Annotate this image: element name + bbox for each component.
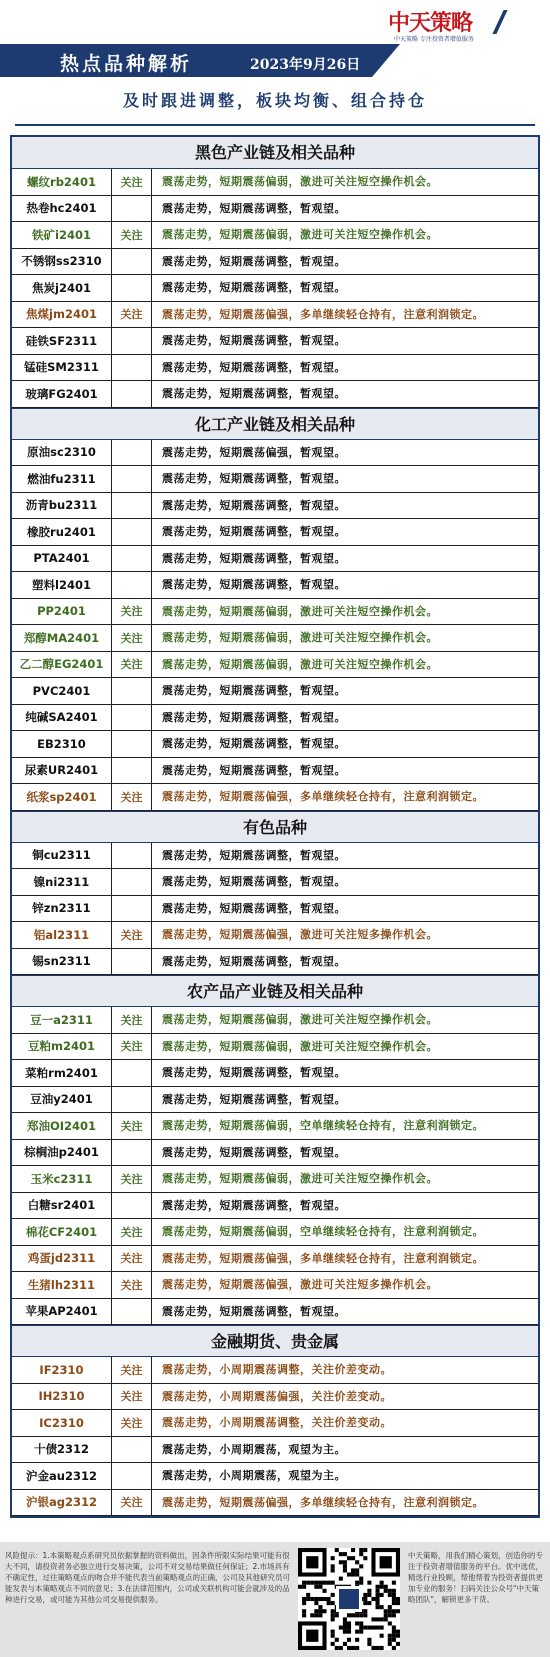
contract-name: IC2310	[12, 1410, 112, 1436]
table-row	[12, 1437, 538, 1464]
focus-flag	[112, 355, 152, 381]
section	[12, 137, 538, 408]
contract-name: 橡胶ru2401	[12, 519, 112, 545]
analysis-comment: 震荡走势，短期震荡调整，暂观望。	[162, 1304, 346, 1318]
promo-text: 中天策略，用我们精心策划，创造你的专注于投资者增值服务的平台。优中选优，精选行业投顾，帮他帮着为投资者提供更加专业的服务！扫码关注公众号"中天策略团队"，解锁更多干货。	[408, 1551, 543, 1604]
report-title: 热点品种解析	[60, 53, 193, 75]
analysis-comment: 震荡走势，短期震荡调整，暂观望。	[162, 1066, 346, 1080]
focus-flag	[112, 328, 152, 354]
contract-name: PVC2401	[12, 678, 112, 704]
contract-name: 苹果AP2401	[12, 1299, 112, 1325]
contract-name: IH2310	[12, 1384, 112, 1410]
contract-name: 沥青bu2311	[12, 493, 112, 519]
table-row	[12, 678, 538, 705]
table-row	[12, 1463, 538, 1490]
analysis-comment: 震荡走势，短期震荡偏强，激进可关注短多操作机会。	[162, 1278, 438, 1292]
contract-name: 原油sc2310	[12, 440, 112, 466]
analysis-comment: 震荡走势，短期震荡偏弱，激进可关注短空操作机会。	[162, 657, 438, 671]
contract-name: PTA2401	[12, 546, 112, 572]
contract-name: 鸡蛋jd2311	[12, 1246, 112, 1272]
table-row	[12, 731, 538, 758]
focus-flag	[112, 896, 152, 922]
table-row	[12, 843, 538, 870]
table-row	[12, 705, 538, 732]
analysis-comment: 震荡走势，短期震荡偏强，激进可关注短多操作机会。	[162, 928, 438, 942]
contract-name: 白糖sr2401	[12, 1193, 112, 1219]
table-row	[12, 652, 538, 679]
analysis-comment: 震荡走势，短期震荡偏弱，激进可关注短空操作机会。	[162, 228, 438, 242]
contract-name: 铝al2311	[12, 922, 112, 948]
table-row	[12, 440, 538, 467]
focus-flag: 关注	[112, 302, 152, 328]
table-row	[12, 1219, 538, 1246]
focus-flag	[112, 572, 152, 598]
analysis-comment: 震荡走势，短期震荡调整，暂观望。	[162, 551, 346, 565]
contract-name: 锰硅SM2311	[12, 355, 112, 381]
contract-name: 菜粕rm2401	[12, 1060, 112, 1086]
analysis-comment: 震荡走势，短期震荡调整，暂观望。	[162, 387, 346, 401]
contract-name: EB2310	[12, 731, 112, 757]
table-row	[12, 758, 538, 785]
focus-flag: 关注	[112, 1272, 152, 1298]
focus-flag	[112, 731, 152, 757]
analysis-comment: 震荡走势，短期震荡调整，暂观望。	[162, 498, 346, 512]
contract-name: 十债2312	[12, 1437, 112, 1463]
analysis-comment: 震荡走势，短期震荡调整，暂观望。	[162, 360, 346, 374]
focus-flag	[112, 493, 152, 519]
focus-flag	[112, 1140, 152, 1166]
analysis-comment: 震荡走势，短期震荡调整，暂观望。	[162, 848, 346, 862]
table-row	[12, 328, 538, 355]
focus-flag: 关注	[112, 652, 152, 678]
table-row	[12, 222, 538, 249]
contract-name: 锡sn2311	[12, 949, 112, 975]
analysis-comment: 震荡走势，短期震荡偏弱，空单继续轻仓持有，注意利润锁定。	[162, 1119, 484, 1133]
table-row	[12, 275, 538, 302]
contract-name: 热卷hc2401	[12, 196, 112, 222]
contract-name: PP2401	[12, 599, 112, 625]
contract-name: 玉米c2311	[12, 1166, 112, 1192]
table-row	[12, 302, 538, 329]
contract-name: 不锈钢ss2310	[12, 249, 112, 275]
logo-text: 中天策略	[388, 11, 473, 36]
logo-subtitle: 中天策略 专注投资者增值服务	[394, 36, 474, 43]
focus-flag	[112, 843, 152, 869]
focus-flag	[112, 1437, 152, 1463]
contract-name: 纸浆sp2401	[12, 784, 112, 810]
analysis-comment: 震荡走势，短期震荡偏弱，空单继续轻仓持有，注意利润锁定。	[162, 1225, 484, 1239]
analysis-comment: 震荡走势，短期震荡偏弱，激进可关注短空操作机会。	[162, 175, 438, 189]
table-row	[12, 1193, 538, 1220]
section	[12, 1325, 538, 1516]
focus-flag: 关注	[112, 1007, 152, 1033]
focus-flag	[112, 1299, 152, 1325]
analysis-comment: 震荡走势，短期震荡调整，暂观望。	[162, 281, 346, 295]
contract-name: 郑醇MA2401	[12, 625, 112, 651]
focus-flag: 关注	[112, 1113, 152, 1139]
table-row	[12, 1410, 538, 1437]
focus-flag	[112, 546, 152, 572]
section	[12, 975, 538, 1325]
table-row	[12, 1087, 538, 1114]
focus-flag	[112, 949, 152, 975]
contract-name: 豆粕m2401	[12, 1034, 112, 1060]
analysis-comment: 震荡走势，短期震荡偏弱，激进可关注短空操作机会。	[162, 631, 438, 645]
table-row	[12, 519, 538, 546]
focus-flag	[112, 678, 152, 704]
contract-name: 沪银ag2312	[12, 1490, 112, 1516]
table-row	[12, 1299, 538, 1326]
analysis-comment: 震荡走势，小周期震荡，观望为主。	[162, 1442, 346, 1456]
contract-name: 生猪lh2311	[12, 1272, 112, 1298]
focus-flag	[112, 196, 152, 222]
table-row	[12, 869, 538, 896]
table-row	[12, 949, 538, 976]
contract-name: 铁矿i2401	[12, 222, 112, 248]
table-row	[12, 599, 538, 626]
table-row	[12, 784, 538, 811]
table-row	[12, 466, 538, 493]
contract-name: 纯碱SA2401	[12, 705, 112, 731]
contract-name: 燃油fu2311	[12, 466, 112, 492]
contract-name: 郑油OI2401	[12, 1113, 112, 1139]
section-title: 有色品种	[12, 811, 538, 843]
contract-name: 硅铁SF2311	[12, 328, 112, 354]
focus-flag: 关注	[112, 1219, 152, 1245]
section	[12, 408, 538, 811]
table-row	[12, 1246, 538, 1273]
contract-name: 棉花CF2401	[12, 1219, 112, 1245]
focus-flag	[112, 381, 152, 407]
contract-name: 豆油y2401	[12, 1087, 112, 1113]
focus-flag	[112, 275, 152, 301]
zhongtian-logo	[388, 6, 538, 46]
contract-name: 玻璃FG2401	[12, 381, 112, 407]
table-row	[12, 1060, 538, 1087]
focus-flag	[112, 705, 152, 731]
analysis-comment: 震荡走势，短期震荡调整，暂观望。	[162, 1198, 346, 1212]
table-row	[12, 1384, 538, 1411]
analysis-comment: 震荡走势，短期震荡偏弱，激进可关注短空操作机会。	[162, 1172, 438, 1186]
contract-name: 沪金au2312	[12, 1463, 112, 1489]
analysis-comment: 震荡走势，短期震荡偏强，暂观望。	[162, 445, 346, 459]
analysis-comment: 震荡走势，短期震荡偏强，多单继续轻仓持有，注意利润锁定。	[162, 1251, 484, 1265]
section-title: 化工产业链及相关品种	[12, 408, 538, 440]
focus-flag	[112, 1087, 152, 1113]
focus-flag	[112, 869, 152, 895]
analysis-comment: 震荡走势，小周期震荡，观望为主。	[162, 1469, 346, 1483]
section-title: 黑色产业链及相关品种	[12, 137, 538, 169]
focus-flag	[112, 758, 152, 784]
commodity-analysis-table	[10, 135, 540, 1518]
analysis-comment: 震荡走势，短期震荡调整，暂观望。	[162, 578, 346, 592]
analysis-comment: 震荡走势，短期震荡调整，暂观望。	[162, 525, 346, 539]
analysis-comment: 震荡走势，短期震荡偏强，多单继续轻仓持有，注意利润锁定。	[162, 1495, 484, 1509]
logo-slash-mark	[492, 10, 507, 34]
analysis-comment: 震荡走势，短期震荡调整，暂观望。	[162, 901, 346, 915]
focus-flag: 关注	[112, 922, 152, 948]
section	[12, 811, 538, 976]
section-title: 金融期货、贵金属	[12, 1325, 538, 1357]
contract-name: 豆一a2311	[12, 1007, 112, 1033]
analysis-comment: 震荡走势，小周期震荡调整，关注价差变动。	[162, 1416, 392, 1430]
footer	[0, 1542, 550, 1657]
focus-flag	[112, 249, 152, 275]
risk-disclaimer: 风险提示：1.本策略观点系研究员依据掌握的资料做出，因条件所限实际结果可能有很大不同，请投资者务必独立进行交易决策，公司不对交易结果做任何保证；2.市场具有不确定性，过往策略观点的吻合并不能代表当前策略观点的正确，公司及其他研究员可能发表与本策略观点不同的意见；3.在法律范围内，公司或关联机构可能会就涉及的品种进行交易，或可能为其他公司交易提供服务。	[5, 1551, 290, 1604]
analysis-comment: 震荡走势，短期震荡偏弱，激进可关注短空操作机会。	[162, 1013, 438, 1027]
table-row	[12, 1007, 538, 1034]
analysis-comment: 震荡走势，小周期震荡调整，关注价差变动。	[162, 1363, 392, 1377]
focus-flag	[112, 1463, 152, 1489]
focus-flag: 关注	[112, 1410, 152, 1436]
analysis-comment: 震荡走势，小周期震荡偏强，关注价差变动。	[162, 1389, 392, 1403]
focus-flag: 关注	[112, 1357, 152, 1383]
analysis-comment: 震荡走势，短期震荡调整，暂观望。	[162, 1145, 346, 1159]
table-row	[12, 355, 538, 382]
table-row	[12, 1140, 538, 1167]
table-row	[12, 1166, 538, 1193]
contract-name: 尿素UR2401	[12, 758, 112, 784]
table-row	[12, 381, 538, 408]
section-title: 农产品产业链及相关品种	[12, 975, 538, 1007]
analysis-comment: 震荡走势，短期震荡调整，暂观望。	[162, 737, 346, 751]
table-row	[12, 1113, 538, 1140]
table-row	[12, 546, 538, 573]
focus-flag: 关注	[112, 1490, 152, 1516]
report-header	[0, 0, 550, 80]
analysis-comment: 震荡走势，短期震荡调整，暂观望。	[162, 875, 346, 889]
qr-logo-icon	[336, 1586, 362, 1612]
table-row	[12, 1272, 538, 1299]
contract-name: 镍ni2311	[12, 869, 112, 895]
analysis-comment: 震荡走势，短期震荡调整，暂观望。	[162, 710, 346, 724]
contract-name: 棕榈油p2401	[12, 1140, 112, 1166]
table-row	[12, 572, 538, 599]
table-row	[12, 196, 538, 223]
table-row	[12, 896, 538, 923]
contract-name: 焦煤jm2401	[12, 302, 112, 328]
focus-flag: 关注	[112, 784, 152, 810]
report-subtitle: 及时跟进调整，板块均衡、组合持仓	[122, 91, 427, 110]
contract-name: 乙二醇EG2401	[12, 652, 112, 678]
focus-flag: 关注	[112, 1384, 152, 1410]
contract-name: 塑料l2401	[12, 572, 112, 598]
analysis-comment: 震荡走势，短期震荡调整，暂观望。	[162, 254, 346, 268]
analysis-comment: 震荡走势，短期震荡偏弱，激进可关注短空操作机会。	[162, 604, 438, 618]
focus-flag: 关注	[112, 1246, 152, 1272]
focus-flag	[112, 440, 152, 466]
table-row	[12, 1357, 538, 1384]
subtitle-divider	[15, 124, 535, 126]
analysis-comment: 震荡走势，短期震荡偏强，多单继续轻仓持有，注意利润锁定。	[162, 790, 484, 804]
contract-name: 锌zn2311	[12, 896, 112, 922]
analysis-comment: 震荡走势，短期震荡调整，暂观望。	[162, 684, 346, 698]
analysis-comment: 震荡走势，短期震荡调整，暂观望。	[162, 334, 346, 348]
analysis-comment: 震荡走势，短期震荡偏弱，激进可关注短空操作机会。	[162, 1039, 438, 1053]
analysis-comment: 震荡走势，短期震荡调整，暂观望。	[162, 472, 346, 486]
analysis-comment: 震荡走势，短期震荡调整，暂观望。	[162, 201, 346, 215]
focus-flag	[112, 1060, 152, 1086]
contract-name: 铜cu2311	[12, 843, 112, 869]
focus-flag: 关注	[112, 222, 152, 248]
contract-name: 螺纹rb2401	[12, 169, 112, 195]
focus-flag: 关注	[112, 1034, 152, 1060]
focus-flag: 关注	[112, 625, 152, 651]
table-row	[12, 922, 538, 949]
analysis-comment: 震荡走势，短期震荡偏强，多单继续轻仓持有，注意利润锁定。	[162, 307, 484, 321]
table-row	[12, 625, 538, 652]
contract-name: IF2310	[12, 1357, 112, 1383]
focus-flag: 关注	[112, 1166, 152, 1192]
focus-flag: 关注	[112, 599, 152, 625]
table-row	[12, 493, 538, 520]
table-row	[12, 1034, 538, 1061]
table-row	[12, 169, 538, 196]
table-row	[12, 249, 538, 276]
focus-flag	[112, 519, 152, 545]
focus-flag	[112, 1193, 152, 1219]
qr-code[interactable]	[298, 1548, 400, 1650]
analysis-comment: 震荡走势，短期震荡调整，暂观望。	[162, 1092, 346, 1106]
table-row	[12, 1490, 538, 1517]
report-date: 2023年9月26日	[250, 57, 361, 73]
contract-name: 焦炭j2401	[12, 275, 112, 301]
analysis-comment: 震荡走势，短期震荡调整，暂观望。	[162, 763, 346, 777]
analysis-comment: 震荡走势，短期震荡调整，暂观望。	[162, 954, 346, 968]
focus-flag: 关注	[112, 169, 152, 195]
focus-flag	[112, 466, 152, 492]
